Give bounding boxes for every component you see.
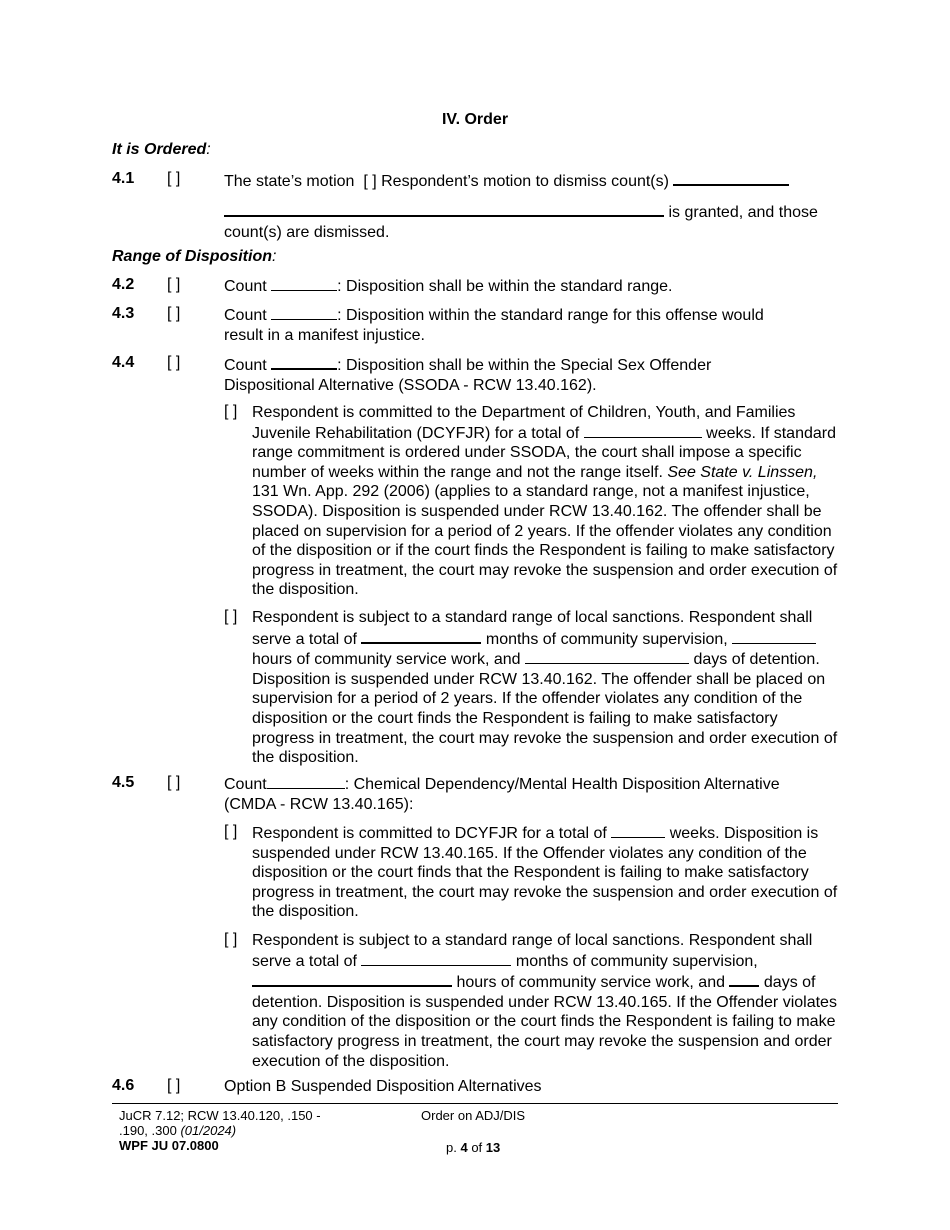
count-blank[interactable]: [271, 305, 337, 320]
item-number: 4.5: [112, 774, 135, 791]
months-blank[interactable]: [361, 628, 481, 644]
days-blank[interactable]: [525, 649, 689, 664]
checkbox-4-3[interactable]: [ ]: [167, 305, 181, 322]
checkbox-4-5[interactable]: [ ]: [167, 774, 181, 791]
checkbox-ssoda-commitment[interactable]: [ ]: [224, 403, 238, 420]
counts-blank-line[interactable]: [224, 201, 664, 217]
footer-document-title: Order on ADJ/DIS: [421, 1108, 526, 1123]
item-number: 4.6: [112, 1077, 135, 1094]
item-text: Option B Suspended Disposition Alternatives: [224, 1078, 542, 1095]
counts-blank[interactable]: [673, 170, 789, 186]
checkbox-cmda-local-sanctions[interactable]: [ ]: [224, 931, 238, 948]
checkbox-4-2[interactable]: [ ]: [167, 276, 181, 293]
count-blank[interactable]: [271, 354, 337, 370]
option-text: Respondent is committed to DCYFJR for a total of weeks. Disposition is suspended under RCW 13.40.165. If the Offender violates any condition of the disposition or the court finds that the Respondent is failing to make satisfactory progress in treatment, the court may revoke the suspension and order execution of the disposition.: [252, 825, 838, 921]
checkbox-4-6[interactable]: [ ]: [167, 1077, 181, 1094]
count-blank[interactable]: [267, 774, 345, 789]
item-text: Count : Chemical Dependency/Mental Health Disposition Alternative (CMDA - RCW 13.40.165):: [224, 776, 780, 813]
months-blank[interactable]: [361, 951, 511, 966]
footer-rule-citation: JuCR 7.12; RCW 13.40.120, .150 - .190, .300 (01/2024) WPF JU 07.0800: [119, 1108, 379, 1153]
checkbox-4-1[interactable]: [ ]: [167, 170, 181, 187]
checkbox-4-4[interactable]: [ ]: [167, 354, 181, 371]
count-blank[interactable]: [271, 276, 337, 291]
option-text: Respondent is subject to a standard range of local sanctions. Respondent shall serve a total of months of community supervision, hours of community service work, and days of detention. Disposition is suspended under RCW 13.40.162. The offender shall be placed on supervision for a period of 2 years. If the offender violates any condition of the disposition or the court finds the Respondent is failing to make satisfactory progress in treatment, the court may revoke the suspension and order execution of the disposition.: [252, 609, 838, 767]
hours-blank[interactable]: [252, 971, 452, 987]
item-number: 4.3: [112, 305, 135, 322]
checkbox-respondent-motion[interactable]: [ ]: [363, 173, 377, 190]
checkbox-ssoda-local-sanctions[interactable]: [ ]: [224, 608, 238, 625]
footer-form-number: WPF JU 07.0800: [119, 1138, 219, 1153]
item-number: 4.2: [112, 276, 135, 293]
heading-it-is-ordered: It is Ordered:: [112, 141, 211, 158]
item-number: 4.4: [112, 354, 135, 371]
footer-divider: [112, 1103, 838, 1104]
checkbox-cmda-commitment[interactable]: [ ]: [224, 823, 238, 840]
option-text: Respondent is subject to a standard range of local sanctions. Respondent shall serve a total of months of community supervision, hours of community service work, and days of detention. Disposition is suspended under RCW 13.40.165. If the Offender violates any condition of the disposition or the court finds the Respondent is failing to make satisfactory progress in treatment, the court may revoke the suspension and order execution of the disposition.: [252, 932, 837, 1070]
item-text: The state’s motion [ ] Respondent’s motion to dismiss count(s) is granted, and those count(s) are dismissed.: [224, 170, 842, 243]
days-blank[interactable]: [729, 971, 759, 987]
footer-page-number: p. 4 of 13: [446, 1140, 501, 1155]
heading-range-of-disposition: Range of Disposition:: [112, 248, 277, 265]
weeks-blank[interactable]: [611, 823, 665, 838]
item-text: Count : Disposition shall be within the standard range.: [224, 278, 673, 295]
section-title: IV. Order: [441, 111, 509, 128]
hours-blank[interactable]: [732, 629, 816, 644]
weeks-blank[interactable]: [584, 423, 702, 438]
item-number: 4.1: [112, 170, 135, 187]
item-text: Count : Disposition shall be within the Special Sex Offender Dispositional Alternative (SSODA - RCW 13.40.162).: [224, 354, 842, 396]
option-text: Respondent is committed to the Department of Children, Youth, and Families Juvenile Rehabilitation (DCYFJR) for a total of weeks. If standard range commitment is ordered under SSODA, the court shall impose a specific number of weeks within the range and not the range itself. See State v. Linssen, 131 Wn. App. 292 (2006) (applies to a standard range, not a manifest injustice, SSODA). Disposition is suspended under RCW 13.40.162. The offender shall be placed on supervision for a period of 2 years. If the offender violates any condition of the disposition or if the court finds the Respondent is failing to make satisfactory progress in treatment, the court may revoke the suspension and order execution of the disposition.: [252, 404, 838, 599]
item-text: Count : Disposition within the standard range for this offense would result in a manifest injustice.: [224, 307, 764, 344]
